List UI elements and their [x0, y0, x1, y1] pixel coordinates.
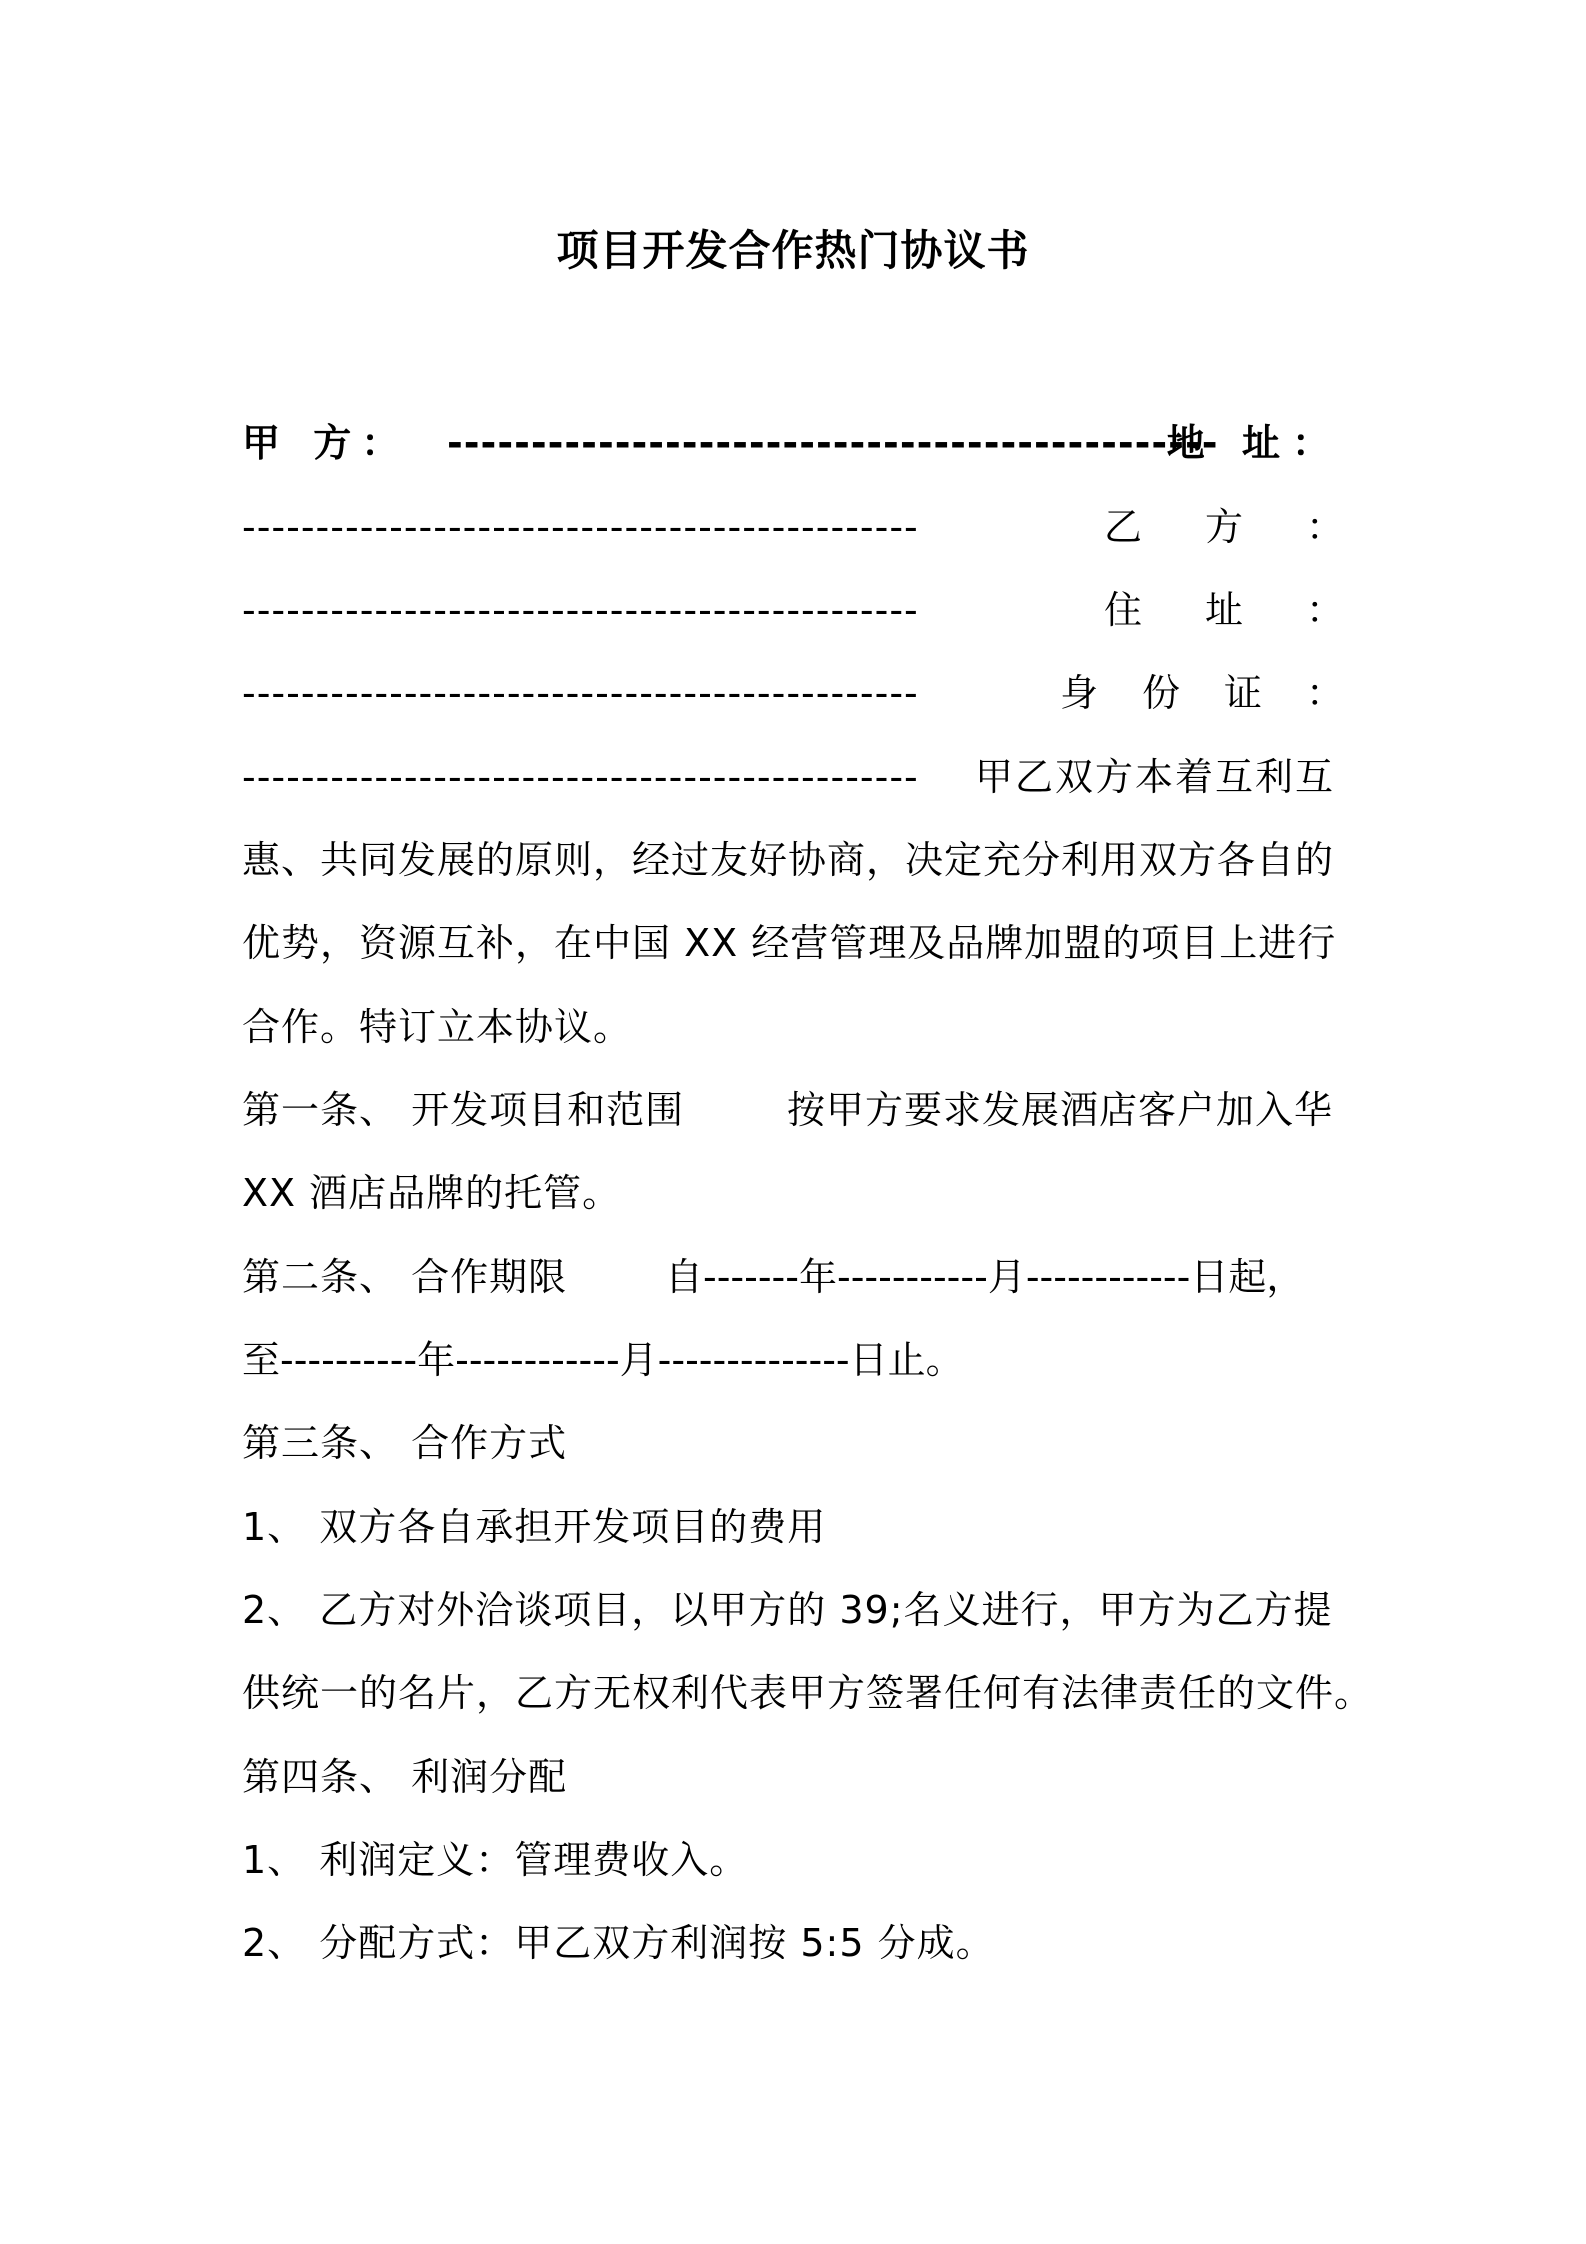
- party-a-label: 甲 方：: [242, 421, 410, 465]
- residence-blank: ----------------------------------------------: [242, 671, 919, 715]
- article-3-item-2b-text: 供统一的名片，乙方无权利代表甲方签署任何有法律责任的文件。: [242, 1671, 1374, 1715]
- party-a-blank: ----------------------------------------------: [447, 421, 1219, 465]
- intro-text-4: 合作。特订立本协议。: [242, 1005, 633, 1049]
- intro-text-2: 惠、共同发展的原则，经过友好协商，决定充分利用双方各自的: [242, 838, 1335, 882]
- article-2-body: 自-------年-----------月------------日起，: [665, 1255, 1305, 1299]
- article-3-item-1-text: 1、 双方各自承担开发项目的费用: [242, 1505, 827, 1549]
- address-label: 地 址：: [1166, 421, 1342, 465]
- id-label: [1060, 668, 1344, 718]
- article-4-heading: 第四条、 利润分配: [242, 1755, 568, 1799]
- article-3-heading: 第三条、 合作方式: [242, 1421, 568, 1465]
- party-b-label: [1104, 502, 1344, 552]
- residence-char-1: 住: [1104, 588, 1143, 632]
- article-3-item-2-text: 2、 乙方对外洽谈项目，以甲方的 39;名义进行，甲方为乙方提: [242, 1588, 1333, 1632]
- id-char-2: 份: [1141, 671, 1180, 715]
- article-2-body-2: 至----------年------------月--------------日止。: [242, 1338, 964, 1382]
- article-1-heading: 第一条、 开发项目和范围: [242, 1088, 685, 1132]
- party-b-blank: ----------------------------------------------: [242, 588, 919, 632]
- party-b-char-3: ：: [1305, 505, 1344, 549]
- residence-label: [1104, 585, 1344, 635]
- intro-text-3: 优势，资源互补，在中国 XX 经营管理及品牌加盟的项目上进行: [242, 921, 1337, 965]
- article-1-body-2: XX 酒店品牌的托管。: [242, 1171, 622, 1215]
- party-b-char-2: 方: [1204, 505, 1243, 549]
- document-title: 项目开发合作热门协议书: [556, 226, 1030, 275]
- address-blank: ----------------------------------------------: [242, 505, 919, 549]
- article-4-item-2-text: 2、 分配方式：甲乙双方利润按 5:5 分成。: [242, 1921, 995, 1965]
- party-b-char-1: 乙: [1104, 505, 1143, 549]
- id-char-3: 证: [1223, 671, 1262, 715]
- article-4-item-1-text: 1、 利润定义：管理费收入。: [242, 1838, 749, 1882]
- intro-start: 甲乙双方本着互利互: [975, 755, 1336, 799]
- id-char-1: 身: [1060, 671, 1099, 715]
- article-1-body: 按甲方要求发展酒店客户加入华: [787, 1088, 1334, 1132]
- id-char-4: ：: [1305, 671, 1344, 715]
- id-blank: ----------------------------------------------: [242, 755, 919, 799]
- residence-char-2: 址: [1204, 588, 1243, 632]
- residence-char-3: ：: [1305, 588, 1344, 632]
- article-2-heading: 第二条、 合作期限: [242, 1255, 568, 1299]
